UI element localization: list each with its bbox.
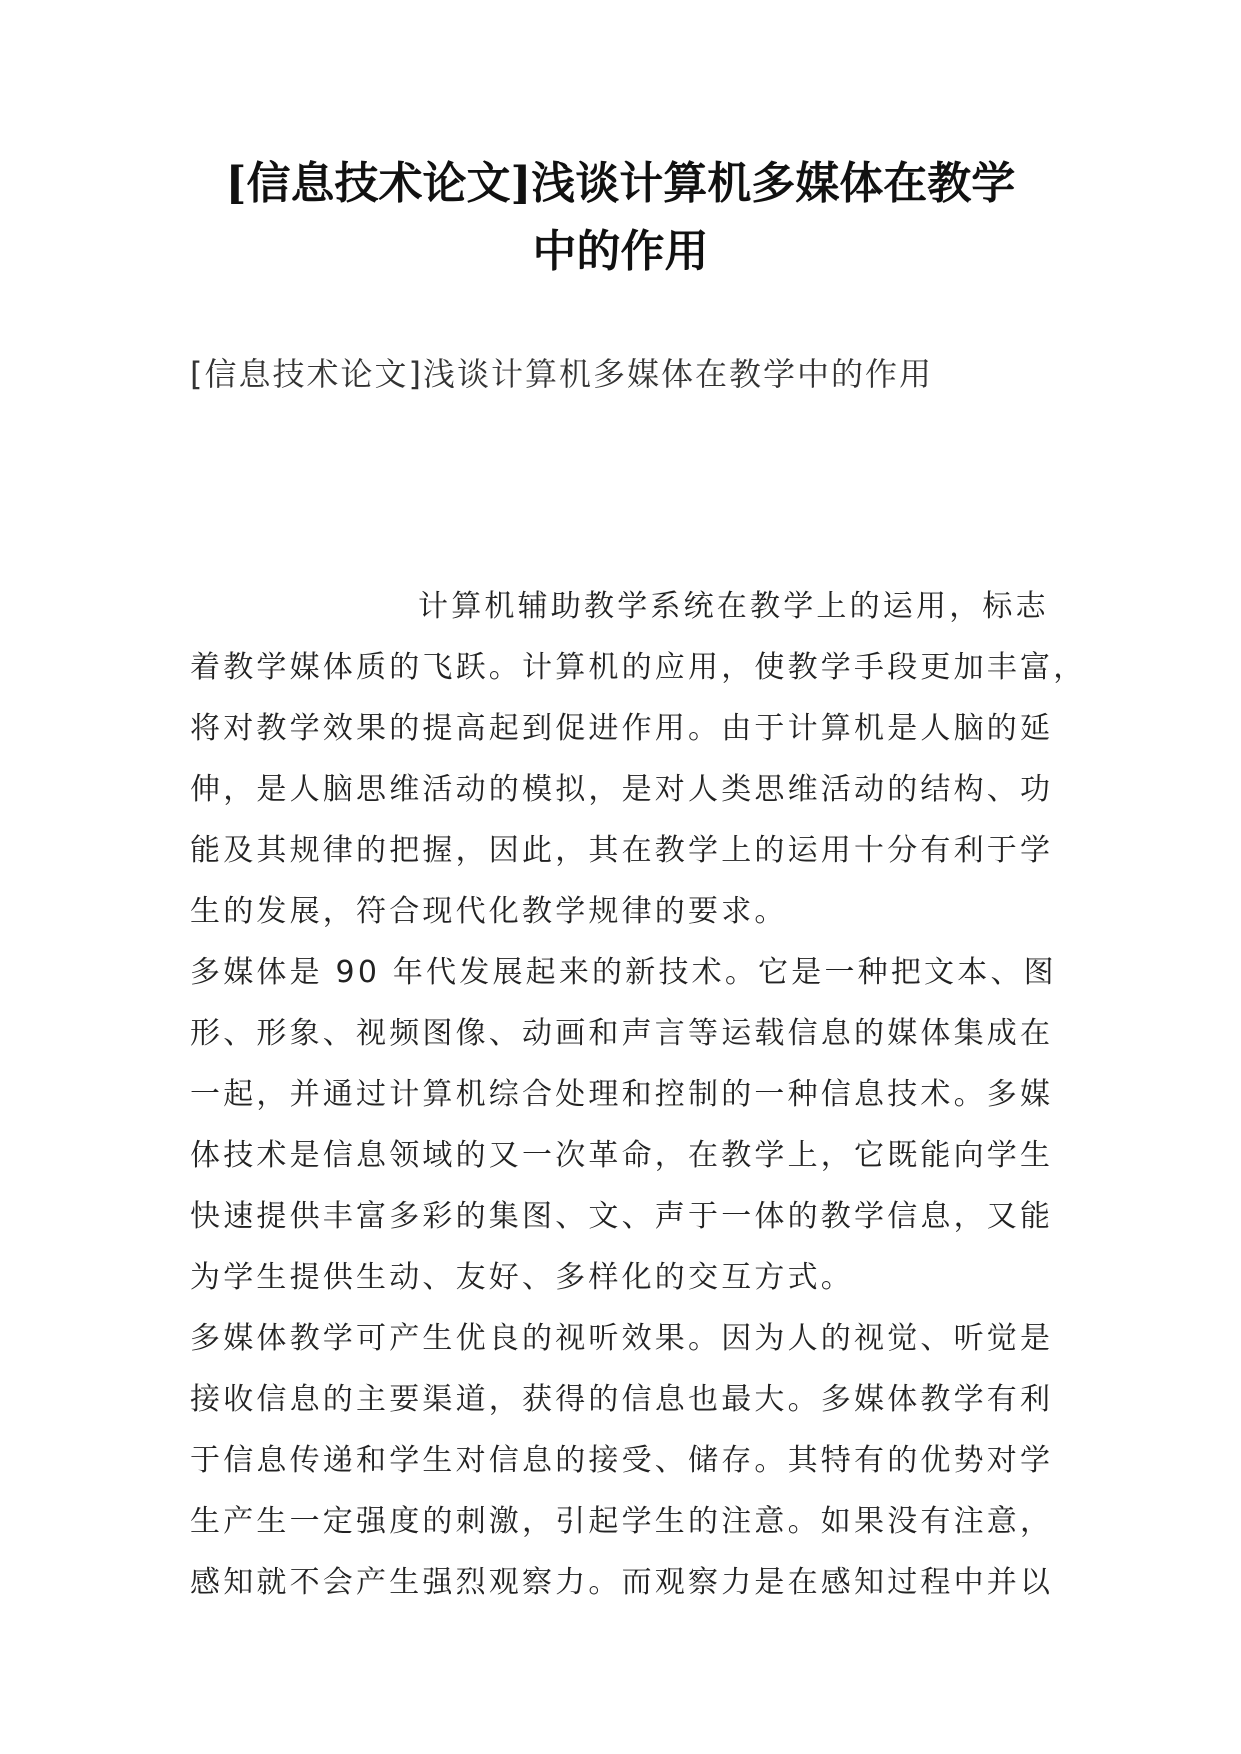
- body-line: 伸，是人脑思维活动的模拟，是对人类思维活动的结构、功: [190, 772, 1054, 807]
- body-line: 将对教学效果的提高起到促进作用。由于计算机是人脑的延: [190, 711, 1054, 746]
- body-line: 生的发展，符合现代化教学规律的要求。: [190, 894, 788, 929]
- body-line: 为学生提供生动、友好、多样化的交互方式。: [190, 1260, 854, 1295]
- body-line: 感知就不会产生强烈观察力。而观察力是在感知过程中并以: [190, 1565, 1054, 1600]
- body-line: 生产生一定强度的刺激，引起学生的注意。如果没有注意，: [190, 1504, 1054, 1539]
- document-subtitle: [信息技术论文]浅谈计算机多媒体在教学中的作用: [190, 355, 933, 393]
- body-line: 能及其规律的把握，因此，其在教学上的运用十分有利于学: [190, 833, 1054, 868]
- body-line: 着教学媒体质的飞跃。计算机的应用，使教学手段更加丰富，: [190, 650, 1087, 685]
- body-line: 形、形象、视频图像、动画和声言等运载信息的媒体集成在: [190, 1016, 1054, 1051]
- body-line: 体技术是信息领域的又一次革命，在教学上，它既能向学生: [190, 1138, 1054, 1173]
- title-line: [信息技术论文]浅谈计算机多媒体在教学: [225, 158, 1016, 209]
- body-line: 快速提供丰富多彩的集图、文、声于一体的教学信息，又能: [190, 1199, 1054, 1234]
- body-line: 于信息传递和学生对信息的接受、储存。其特有的优势对学: [190, 1443, 1054, 1478]
- document-title: [160, 150, 1081, 286]
- body-line: 一起，并通过计算机综合处理和控制的一种信息技术。多媒: [190, 1077, 1054, 1112]
- body-line: 多媒体是 90 年代发展起来的新技术。它是一种把文本、图: [190, 955, 1057, 990]
- body-line: 接收信息的主要渠道，获得的信息也最大。多媒体教学有利: [190, 1382, 1054, 1417]
- body-line: 多媒体教学可产生优良的视听效果。因为人的视觉、听觉是: [190, 1321, 1054, 1356]
- body-text: [190, 585, 1087, 1622]
- title-line: 中的作用: [532, 226, 709, 277]
- body-line: 计算机辅助教学系统在教学上的运用，标志: [418, 589, 1049, 624]
